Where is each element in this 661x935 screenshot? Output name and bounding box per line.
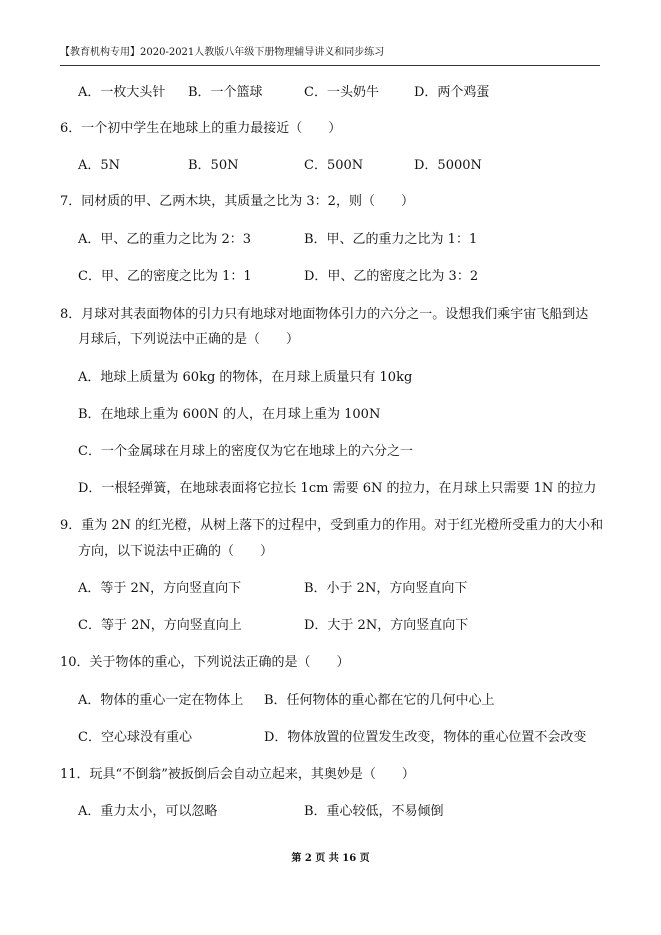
q5-option-b: B．一个篮球 [188,85,263,100]
q9-stem-line1: 9．重为 2N 的红光橙，从树上落下的过程中，受到重力的作用。对于红光橙所受重力的大小和 [60,518,604,533]
q7-option-d: D．甲、乙的密度之比为 3：2 [304,269,479,284]
q9-option-d: D．大于 2N，方向竖直向下 [304,618,469,633]
q8-option-d: D．一根轻弹簧，在地球表面将它拉长 1cm 需要 6N 的拉力，在月球上只需要 1N 的拉力 [78,481,597,496]
q8-stem-line1: 8．月球对其表面物体的引力只有地球对地面物体引力的六分之一。设想我们乘宇宙飞船到达 [60,307,589,322]
q9-stem-line2: 方向，以下说法中正确的（ ） [78,544,274,559]
q11-option-b: B．重心较低，不易倾倒 [304,804,444,819]
q5-option-d: D．两个鸡蛋 [414,85,490,100]
q8-option-a: A．地球上质量为 60kg 的物体，在月球上质量只有 10kg [78,370,413,385]
q7-stem: 7．同材质的甲、乙两木块，其质量之比为 3：2，则（ ） [60,194,414,209]
page-footer: 第 2 页 共 16 页 [291,853,370,864]
q5-option-a: A．一枚大头针 [78,85,166,100]
q6-option-c: C．500N [304,158,364,173]
q9-option-a: A．等于 2N，方向竖直向下 [78,581,242,596]
q7-option-b: B．甲、乙的重力之比为 1：1 [304,232,478,247]
q8-option-b: B．在地球上重为 600N 的人，在月球上重为 100N [78,407,381,422]
q6-option-b: B．50N [188,158,239,173]
q10-option-c: C．空心球没有重心 [78,730,192,745]
q6-option-a: A．5N [78,158,121,173]
q11-option-a: A．重力太小，可以忽略 [78,804,218,819]
q9-option-b: B．小于 2N，方向竖直向下 [304,581,468,596]
q7-option-a: A．甲、乙的重力之比为 2：3 [78,232,252,247]
q7-option-c: C．甲、乙的密度之比为 1：1 [78,269,252,284]
q5-option-c: C．一头奶牛 [304,85,379,100]
q11-stem: 11．玩具“不倒翁”被扳倒后会自动立起来，其奥妙是（ ） [60,767,415,782]
q10-stem: 10．关于物体的重心，下列说法正确的是（ ） [60,655,350,670]
q6-option-d: D．5000N [414,158,482,173]
page-header: 【教育机构专用】2020-2021人教版八年级下册物理辅导讲义和同步练习 [60,46,600,66]
q6-stem: 6．一个初中学生在地球上的重力最接近（ ） [60,121,342,136]
q10-option-d: D．物体放置的位置发生改变，物体的重心位置不会改变 [264,730,587,745]
q8-option-c: C．一个金属球在月球上的密度仅为它在地球上的六分之一 [78,444,413,459]
q9-option-c: C．等于 2N，方向竖直向上 [78,618,242,633]
q10-option-a: A．物体的重心一定在物体上 [78,693,244,708]
q10-option-b: B．任何物体的重心都在它的几何中心上 [264,693,495,708]
q8-stem-line2: 月球后，下列说法中正确的是（ ） [78,332,300,347]
